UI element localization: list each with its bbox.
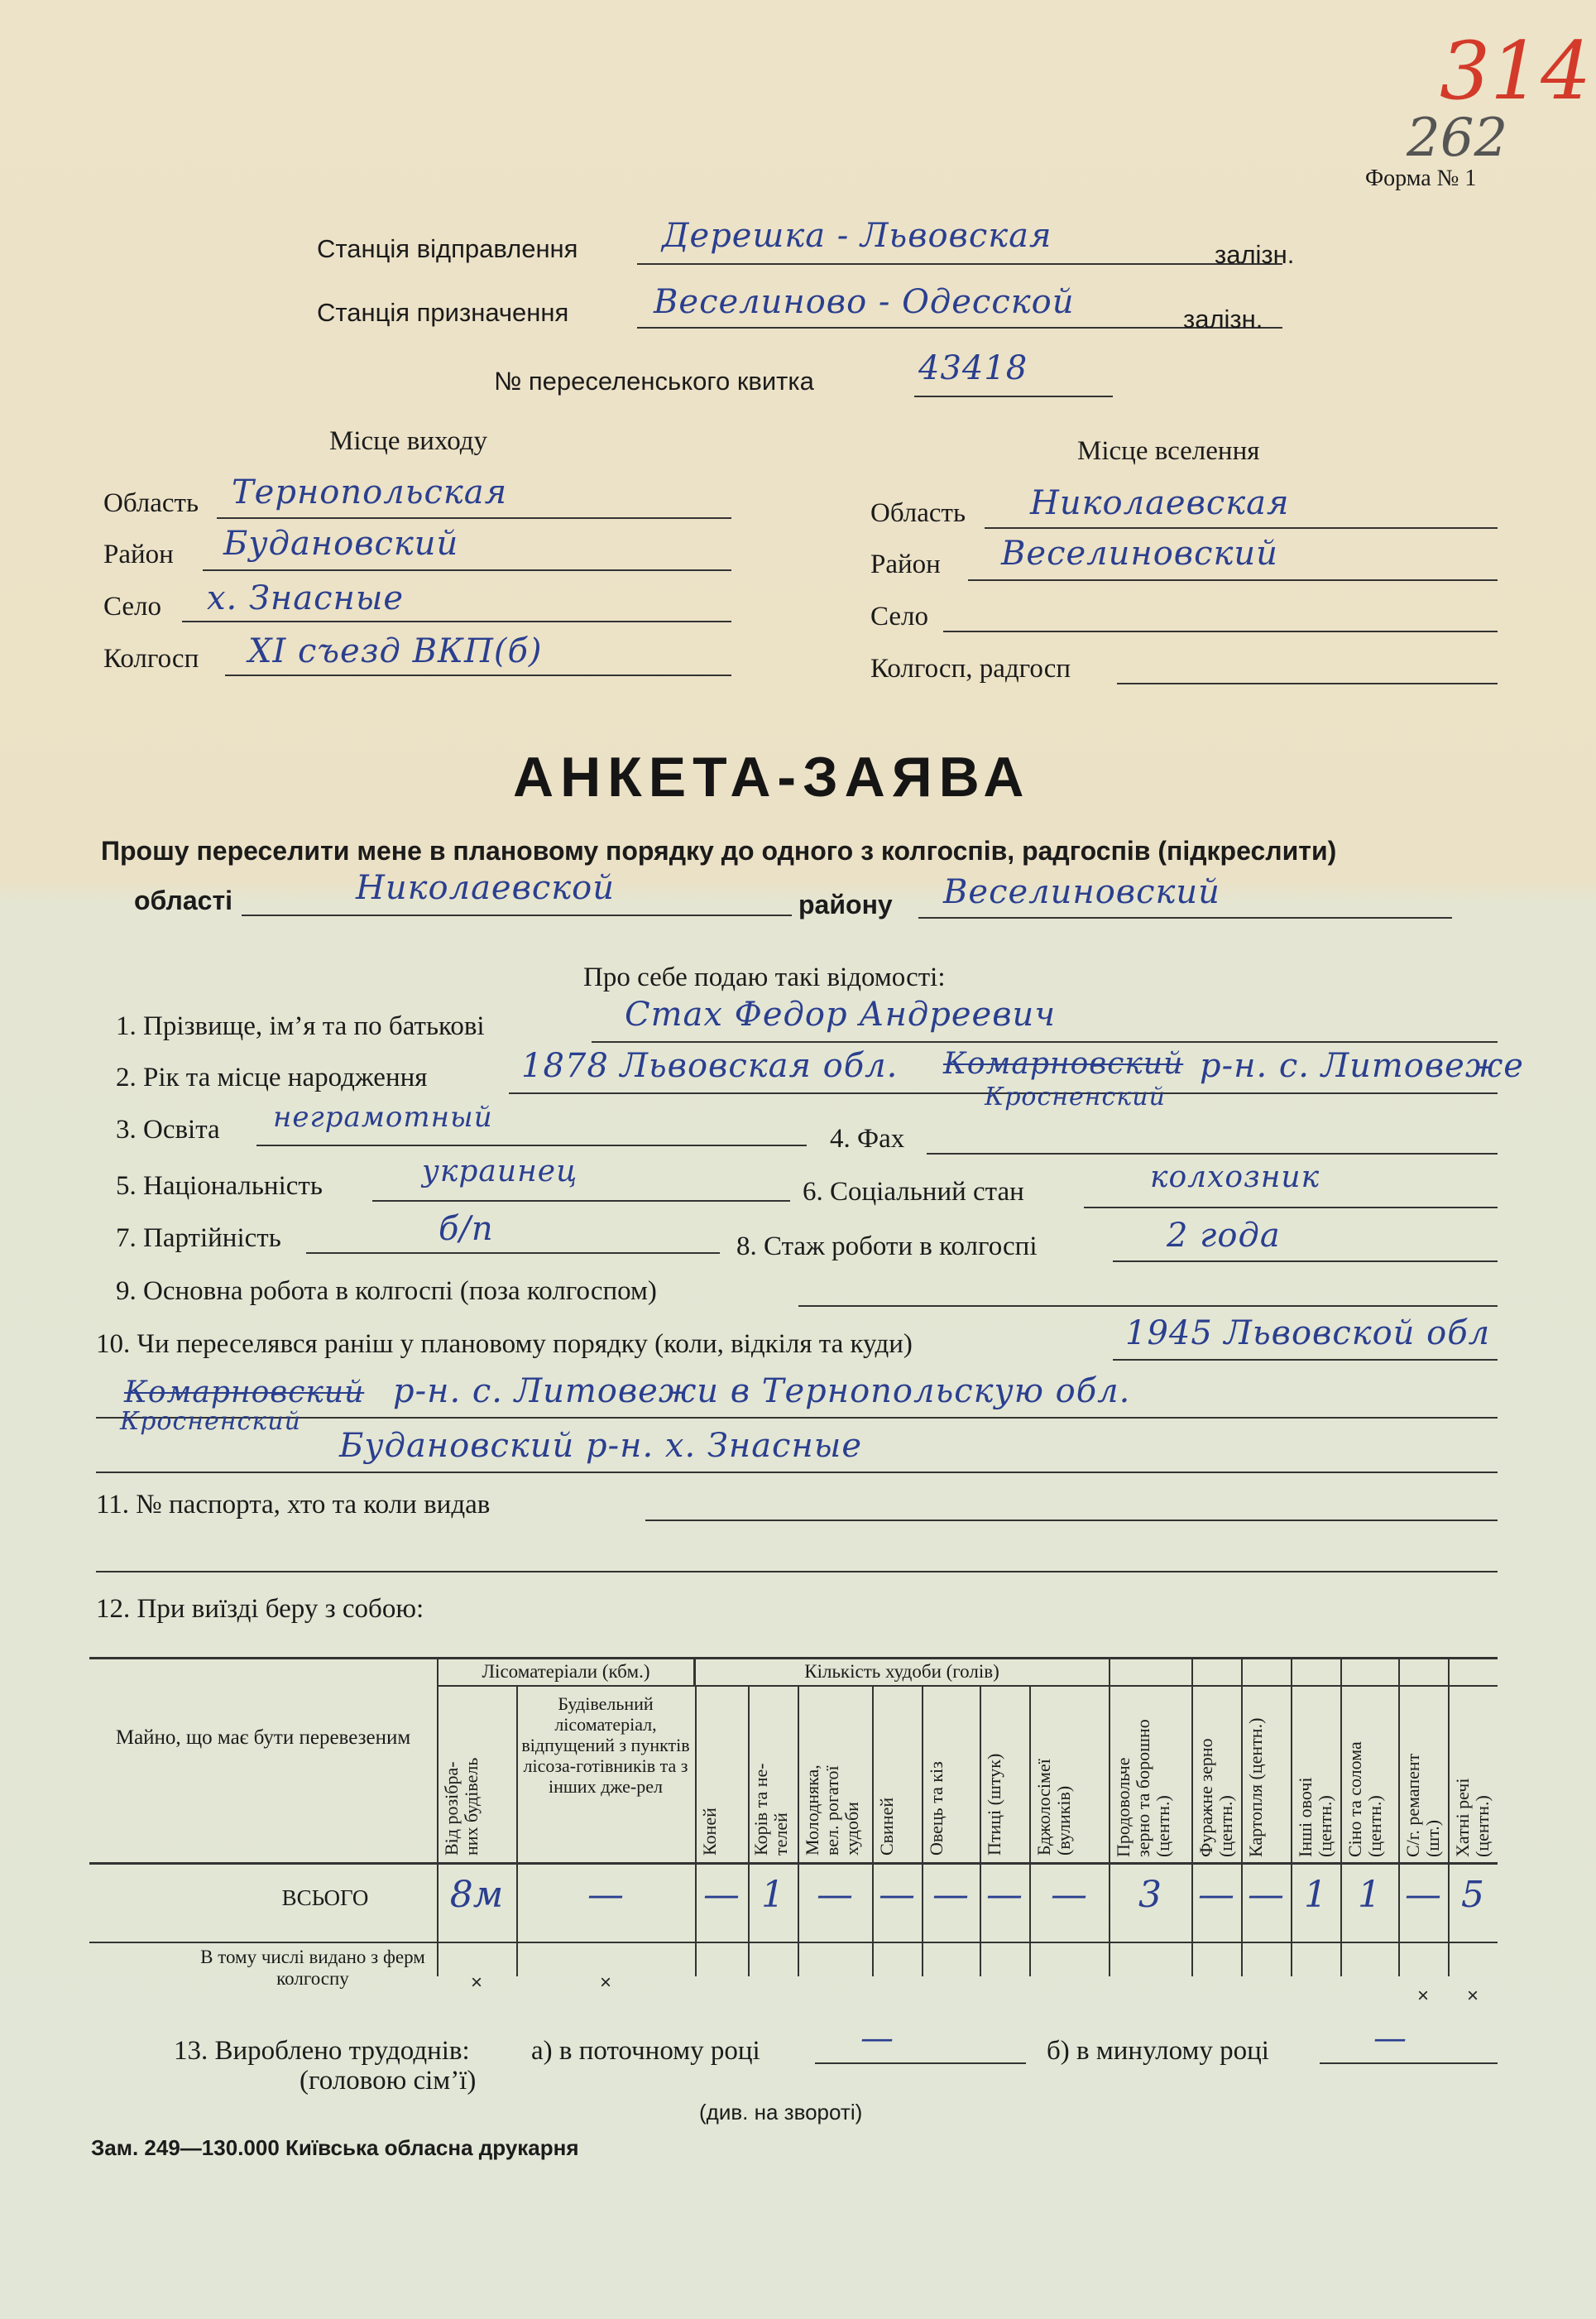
request-oblast-label: області [134,886,232,915]
row-farm-label: В тому числі видано з ферм колгоспу [200,1947,425,1989]
row-total-label: ВСЬОГО [281,1885,369,1910]
col-potatoes: Картопля (центн.) [1245,1717,1266,1857]
destination-suffix: залізн. [1183,305,1263,334]
q10-struck: Комарновский [124,1376,365,1409]
q10-value-c: Будановский р-н. х. Знасные [339,1427,863,1465]
see-back: (див. на звороті) [699,2100,863,2125]
col-hay: Сіно та солома (центн.) [1344,1741,1385,1857]
departure-label: Станція відправлення [317,234,578,263]
group-timber: Лісоматеріали (кбм.) [482,1661,650,1682]
col-pigs: Свиней [876,1797,897,1856]
col-tools: С/г. ремапент (шт.) [1402,1753,1443,1857]
total-feed-grain: — [1198,1874,1234,1916]
total-bees: — [1051,1874,1087,1916]
settlement-kolkhoz-label: Колгосп, радгосп [870,654,1071,684]
total-tools: — [1405,1874,1441,1916]
info-heading: Про себе подаю такі відомості: [583,963,946,992]
previous-year-value: — [1373,2019,1407,2057]
origin-village-label: Село [103,592,162,622]
col-sheep: Овець та кіз [926,1761,947,1856]
col-feed-grain: Фуражне зерно (центн.) [1196,1738,1236,1857]
total-timber: — [587,1874,624,1916]
section12-label: 12. При виїзді беру з собою: [96,1594,424,1624]
q6-value: колхозник [1150,1160,1320,1194]
request-rayon-label: району [798,890,893,919]
q7-label: 7. Партійність [116,1223,281,1253]
ticket-value: 43418 [918,349,1028,387]
q11-label: 11. № паспорта, хто та коли видав [96,1490,491,1520]
settlement-oblast-label: Область [870,498,966,528]
col-horses: Коней [699,1808,720,1856]
request-oblast-value: Николаевской [356,869,616,907]
total-horses: — [703,1874,740,1916]
departure-value: Дерешка - Львовская [662,217,1052,255]
col-food-grain: Продовольче зерно та борошно (центн.) [1113,1719,1173,1857]
col-cows: Корів та не- телей [750,1763,791,1856]
settlement-oblast-value: Николаевская [1030,484,1290,522]
q9-label: 9. Основна робота в колгоспі (поза колгоспом) [116,1276,657,1306]
col-vegetables: Інші овочі (центн.) [1295,1777,1335,1857]
section13-label: 13. Вироблено трудоднів: [174,2036,470,2066]
form-number: Форма № 1 [1365,166,1477,191]
q2-value-b: р-н. с. Литовеже [1200,1047,1524,1085]
previous-year-label: б) в минулому році [1047,2036,1269,2066]
settlement-village-label: Село [870,602,929,631]
destination-label: Станція призначення [317,298,569,327]
q6-label: 6. Соціальний стан [803,1177,1024,1207]
total-vegetables: 1 [1304,1874,1327,1916]
farm-tools: × [1416,1985,1429,2007]
total-household: 5 [1461,1874,1484,1916]
belongings-table [89,1657,1498,2007]
q2-above: Кросненский [985,1083,1166,1111]
total-sheep: — [932,1874,969,1916]
total-dismantled: 8м [449,1874,504,1916]
total-hay: 1 [1358,1874,1381,1916]
total-potatoes: — [1248,1874,1284,1916]
archive-number-gray: 262 [1407,108,1508,169]
request-rayon-value: Веселиновский [943,873,1220,911]
q5-label: 5. Національність [116,1171,323,1201]
q5-value: украинец [422,1155,578,1188]
q10-value-a: 1945 Львовской обл [1125,1314,1491,1352]
section13-sublabel: (головою сім’ї) [300,2066,477,2096]
q10-label: 10. Чи переселявся раніш у плановому порядку (коли, відкіля та куди) [96,1329,913,1359]
total-pigs: — [879,1874,915,1916]
destination-value: Веселиново - Одесской [654,283,1075,321]
q2-value: 1878 Львовская обл. [521,1047,899,1085]
farm-timber: × [599,1971,611,1994]
origin-rayon-label: Район [103,540,174,569]
row-header: Майно, що має бути перевезеним [115,1726,411,1749]
group-cattle: Кількість худоби (голів) [804,1661,999,1682]
origin-oblast-value: Тернопольская [232,473,508,511]
archive-number-red: 314 [1440,25,1592,118]
col-timber: Будівельний лісоматеріал, відпущений з пунктів лісоза-готівників та з інших дже-рел [521,1693,690,1797]
col-young-cattle: Молодняка, вел. рогатої худоби [802,1764,862,1856]
origin-village-value: х. Знасные [207,579,405,617]
total-poultry: — [986,1874,1023,1916]
origin-kolkhoz-label: Колгосп [103,644,199,674]
settlement-rayon-label: Район [870,550,941,579]
request-text: Прошу переселити мене в плановому порядку до одного з колгоспів, радгоспів (підкреслити) [101,836,1337,866]
q3-value: неграмотный [273,1101,493,1134]
col-household: Хатні речі (центн.) [1452,1778,1493,1857]
form-title: АНКЕТА-ЗАЯВА [513,746,1031,809]
origin-rayon-value: Будановский [223,525,459,563]
q8-value: 2 года [1167,1217,1281,1255]
settlement-heading: Місце вселення [1077,436,1260,466]
printer-imprint: Зам. 249—130.000 Київська обласна друкарня [91,2135,579,2160]
col-dismantled: Від розібра- них будівель [441,1757,482,1856]
current-year-value: — [860,2019,894,2057]
ticket-label: № переселенського квитка [494,367,814,396]
departure-suffix: залізн. [1215,240,1295,269]
current-year-label: а) в поточному році [531,2036,760,2066]
q8-label: 8. Стаж роботи в колгоспі [736,1232,1038,1261]
q1-label: 1. Прізвище, ім’я та по батькові [116,1011,485,1041]
col-poultry: Птиці (штук) [984,1753,1004,1856]
settlement-rayon-value: Веселиновский [1001,535,1278,573]
origin-kolkhoz-value: XI съезд ВКП(б) [248,632,543,670]
farm-household: × [1466,1985,1479,2007]
q4-label: 4. Фах [830,1124,905,1154]
q10-above: Кросненский [120,1407,301,1436]
q10-value-b: р-н. с. Литовежи в Тернопольскую обл. [393,1372,1131,1410]
total-food-grain: 3 [1138,1874,1162,1916]
q2-struck: Комарновский [943,1047,1184,1081]
q2-label: 2. Рік та місце народження [116,1063,428,1092]
origin-heading: Місце виходу [329,426,488,456]
farm-dismantled: × [470,1971,482,1994]
total-cows: 1 [761,1874,784,1916]
q7-value: б/п [439,1210,494,1248]
total-young-cattle: — [817,1874,853,1916]
col-bees: Бджолосімеї (вуликів) [1033,1759,1074,1856]
q3-label: 3. Освіта [116,1115,220,1145]
q1-value: Стах Федор Андреевич [625,996,1057,1034]
origin-oblast-label: Область [103,488,199,518]
